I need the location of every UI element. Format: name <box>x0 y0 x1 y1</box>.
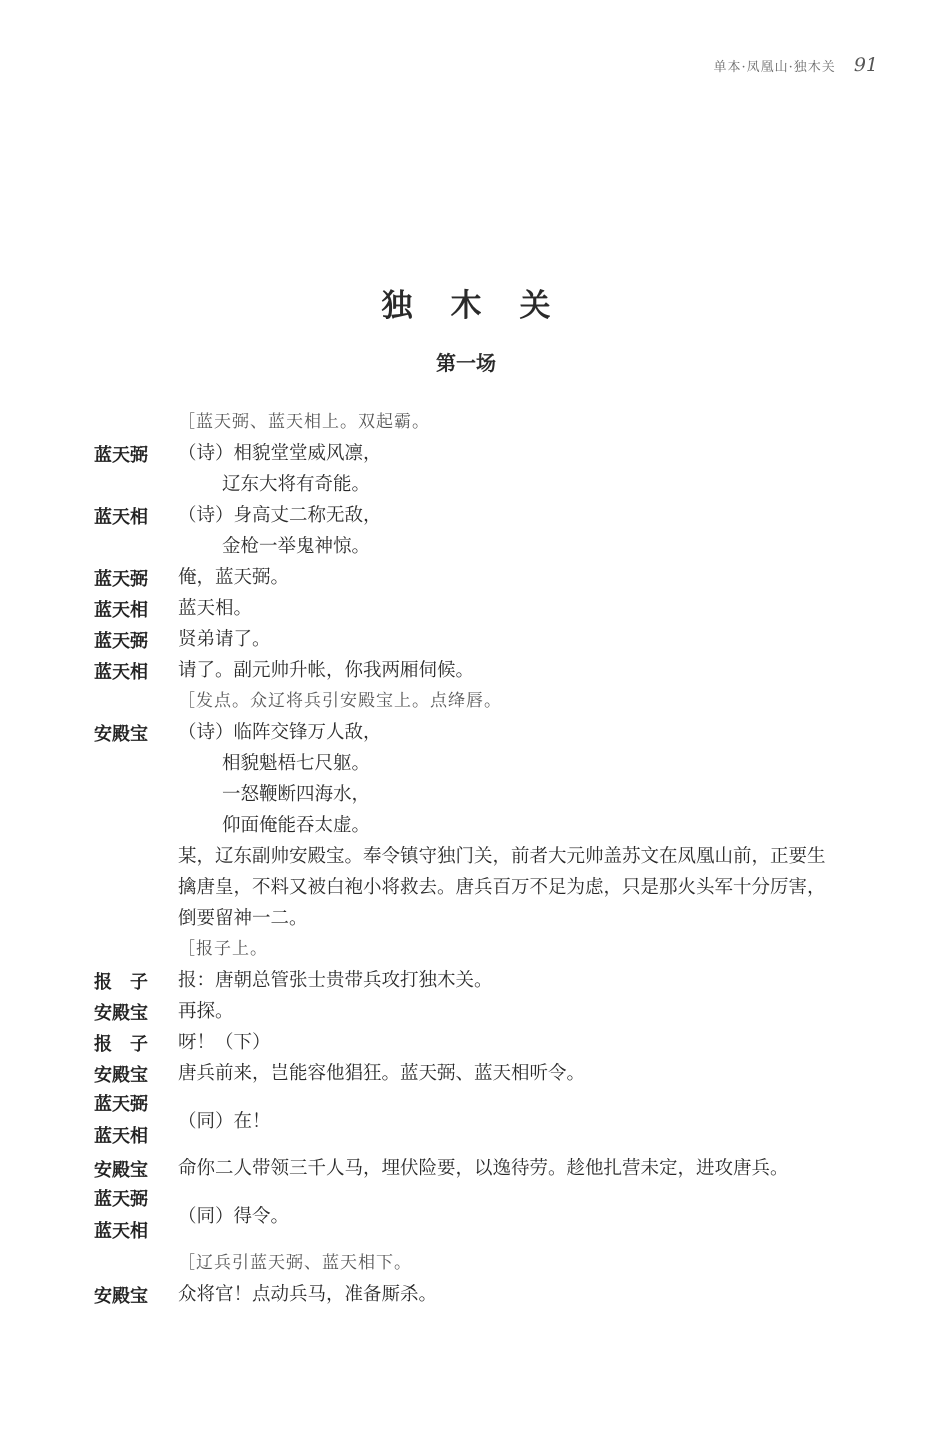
line-text: 仰面俺能吞太虚。 <box>222 815 371 836</box>
speaker-name: 蓝天相 <box>94 1126 148 1147</box>
play-title: 独木关 <box>381 288 589 324</box>
speaker-name: 安殿宝 <box>94 723 148 745</box>
line-text: 相貌魁梧七尺躯。 <box>222 753 371 774</box>
script-line <box>94 1027 854 1058</box>
line-text: （诗）临阵交锋万人敌， <box>178 722 382 743</box>
speaker-name: 蓝天弼 <box>94 1094 148 1115</box>
line-text: 命你二人带领三千人马，埋伏险要，以逸待劳。趁他扎营未定，进攻唐兵。 <box>178 1158 789 1179</box>
speaker-name: 安殿宝 <box>94 1064 148 1086</box>
speaker-name: 蓝天弼 <box>94 568 148 590</box>
line-text: 报：唐朝总管张士贵带兵攻打独木关。 <box>178 970 493 991</box>
speaker-name: 蓝天相 <box>94 1221 148 1242</box>
script-line <box>94 779 854 810</box>
script-line <box>94 593 854 624</box>
line-text: 请了。副元帅升帐，你我两厢伺候。 <box>178 660 475 681</box>
script-line-final <box>94 1279 854 1310</box>
stage-direction-exit <box>94 1248 854 1279</box>
script-line-together-1 <box>94 1089 854 1153</box>
script-line <box>94 717 854 748</box>
line-text: （诗）身高丈二称无敌， <box>178 505 382 526</box>
speaker-name: 安殿宝 <box>94 1159 148 1181</box>
script-line <box>94 438 854 469</box>
page-number: 91 <box>853 54 878 76</box>
stage-direction <box>94 934 854 965</box>
script-lines <box>94 407 854 1089</box>
line-text: 众将官！点动兵马，准备厮杀。 <box>178 1284 438 1305</box>
line-text: （同）得令。 <box>178 1205 290 1227</box>
line-text: 唐兵前来，岂能容他猖狂。蓝天弼、蓝天相听令。 <box>178 1063 586 1084</box>
speaker-pair <box>94 1184 178 1248</box>
line-text: 贤弟请了。 <box>178 629 271 650</box>
running-header <box>714 54 878 76</box>
speaker-pair <box>94 1089 178 1153</box>
speaker-name: 蓝天相 <box>94 506 148 528</box>
line-text: 金枪一举鬼神惊。 <box>222 536 371 557</box>
script-line <box>94 748 854 779</box>
speaker-name: 蓝天弼 <box>94 444 148 466</box>
script-line <box>94 531 854 562</box>
script-line <box>94 841 854 934</box>
script-line <box>94 500 854 531</box>
line-text: 蓝天相。 <box>178 598 253 619</box>
line-text: （诗）相貌堂堂威风凛， <box>178 443 382 464</box>
line-text: 辽东大将有奇能。 <box>222 474 371 495</box>
speaker-name: 蓝天弼 <box>94 630 148 652</box>
line-text: 某，辽东副帅安殿宝。奉令镇守独门关，前者大元帅盖苏文在凤凰山前，正要生擒唐皇，不料又被白袍小将救去。唐兵百万不足为虑，只是那火头军十分厉害，倒要留神一二。 <box>178 846 826 929</box>
script-line <box>94 1058 854 1089</box>
speaker-name: 报 子 <box>94 971 148 993</box>
stage-direction-text: ［发点。众辽将兵引安殿宝上。点绛唇。 <box>178 691 502 711</box>
line-text: （同）在！ <box>178 1110 271 1132</box>
speaker-name: 安殿宝 <box>94 1285 148 1307</box>
script-line <box>94 810 854 841</box>
script-line <box>94 996 854 1027</box>
line-text: 再探。 <box>178 1001 234 1022</box>
script-body <box>94 407 854 1310</box>
scene-heading: 第一场 <box>436 351 496 375</box>
script-line-order <box>94 1153 854 1184</box>
stage-direction-text: ［报子上。 <box>178 939 268 959</box>
speaker-name: 蓝天相 <box>94 661 148 683</box>
speaker-name: 蓝天弼 <box>94 1189 148 1210</box>
speaker-name: 蓝天相 <box>94 599 148 621</box>
line-text: 呀！（下） <box>178 1032 271 1053</box>
stage-direction-text: ［蓝天弼、蓝天相上。双起霸。 <box>178 412 430 432</box>
script-line <box>94 562 854 593</box>
script-line-together-2 <box>94 1184 854 1248</box>
stage-direction <box>94 686 854 717</box>
line-text: 一怒鞭断四海水， <box>222 784 371 805</box>
speaker-name: 报 子 <box>94 1033 148 1055</box>
script-line <box>94 655 854 686</box>
script-line <box>94 469 854 500</box>
stage-direction <box>94 407 854 438</box>
script-line <box>94 965 854 996</box>
speaker-name: 安殿宝 <box>94 1002 148 1024</box>
script-line <box>94 624 854 655</box>
line-text: 俺，蓝天弼。 <box>178 567 290 588</box>
running-title: 单本·凤凰山·独木关 <box>713 60 836 75</box>
stage-direction-text: ［辽兵引蓝天弼、蓝天相下。 <box>178 1253 412 1273</box>
